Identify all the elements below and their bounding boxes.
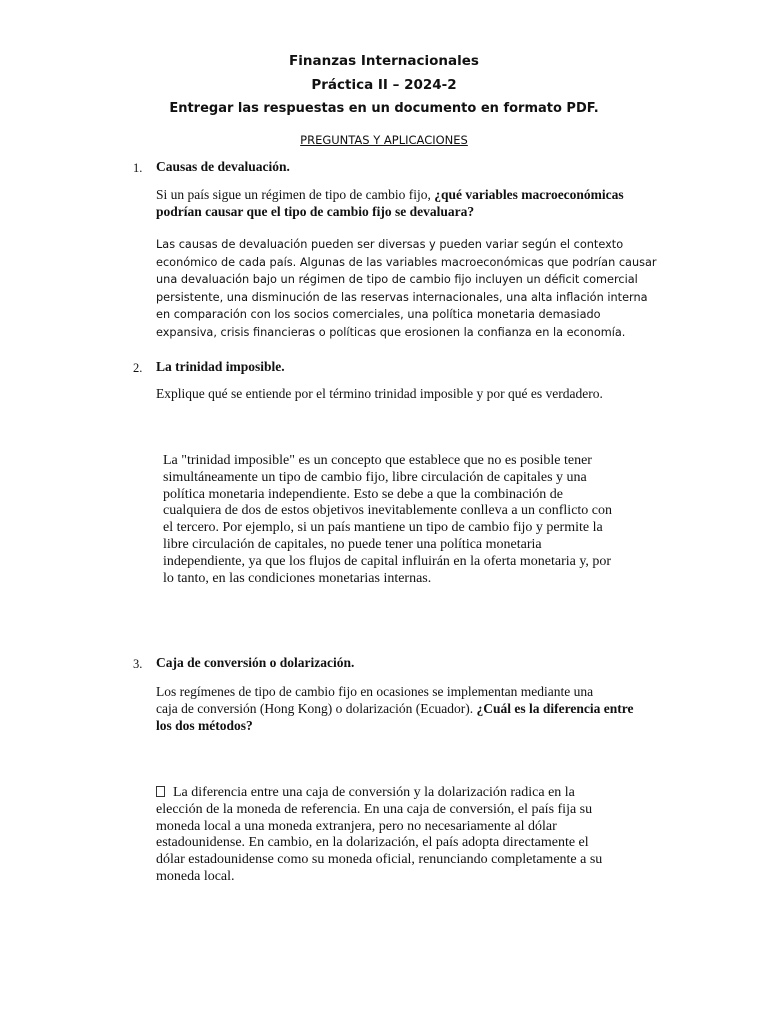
question-title: Causas de devaluación. bbox=[156, 159, 290, 174]
question-prompt: Explique qué se entiende por el término trinidad imposible y por qué es verdadero. bbox=[156, 386, 603, 401]
question-title: Caja de conversión o dolarización. bbox=[156, 655, 355, 670]
bullet-box-icon bbox=[156, 786, 165, 797]
question-answer: La diferencia entre una caja de conversión y la dolarización radica en la elección de la moneda de referencia. En una caja de conversión, el país fija su moneda local a una moneda extranjera, pero no necesariamente al dólar estadounidense. En cambio, en la dolarización, el país adopta directamente el dólar estadounidense como su moneda oficial, renunciando completamente a su moneda local. bbox=[156, 785, 603, 884]
question-number: 2. bbox=[133, 361, 143, 375]
question-prompt: Si un país sigue un régimen de tipo de cambio fijo, ¿qué variables macroeconómicas podrían causar que el tipo de cambio fijo se devaluara? bbox=[156, 187, 624, 219]
question-number: 3. bbox=[133, 657, 143, 671]
document-subtitle: Práctica II – 2024-2 bbox=[311, 77, 457, 93]
question-answer: La "trinidad imposible" es un concepto que establece que no es posible tener simultáneamente un tipo de cambio fijo, libre circulación de capitales y una política monetaria independiente. Esto se debe a que la combinación de cualquiera de dos de estos objetivos inevitablemente conlleva a un conflicto con el tercero. Por ejemplo, si un país mantiene un tipo de cambio fijo y permite la libre circulación de capitales, no puede tener una política monetaria independiente, ya que los flujos de capital influirán en la oferta monetaria y, por lo tanto, en las condiciones monetarias internas. bbox=[163, 453, 613, 586]
document-title: Finanzas Internacionales bbox=[289, 53, 479, 69]
question-number: 1. bbox=[133, 161, 143, 175]
section-title: PREGUNTAS Y APLICACIONES bbox=[300, 133, 468, 147]
document-instruction: Entregar las respuestas en un documento en formato PDF. bbox=[169, 101, 599, 116]
question-prompt: Los regímenes de tipo de cambio fijo en ocasiones se implementan mediante una caja de conversión (Hong Kong) o dolarización (Ecuador). ¿Cuál es la diferencia entre los dos métodos? bbox=[156, 684, 634, 733]
question-answer: Las causas de devaluación pueden ser diversas y pueden variar según el contexto económico de cada país. Algunas de las variables macroeconómicas que podrían causar una devaluación bajo un régimen de tipo de cambio fijo incluyen un déficit comercial persistente, una disminución de las reservas internacionales, una alta inflación interna en comparación con los socios comerciales, una política monetaria demasiado expansiva, crisis financieras o políticas que erosionen la confianza en la economía. bbox=[156, 238, 657, 339]
question-title: La trinidad imposible. bbox=[156, 359, 285, 374]
